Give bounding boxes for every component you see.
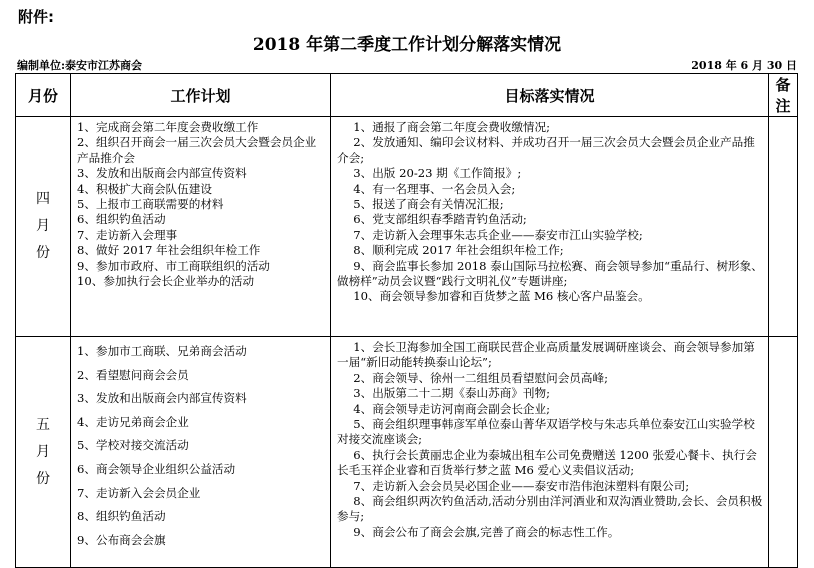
result-item: 3、出版 20-23 期《工作简报》; [353,166,522,181]
table-row [16,337,798,568]
meta-line [17,57,797,71]
plan-cell [71,337,331,568]
plan-cell [71,117,331,337]
note-cell [769,337,798,568]
result-item: 5、商会组织理事韩彦军单位泰山菁华双语学校与朱志兵单位泰安江山实验学校对接交流座谈会; [337,417,755,447]
result-item: 5、报送了商会有关情况汇报; [353,197,504,212]
month-char: 五 [36,416,50,433]
result-item: 4、商会领导走访河南商会副会长企业; [353,401,551,416]
plan-item: 2、组织召开商会一届三次会员大会暨会员企业产品推介会 [77,135,317,165]
header-month: 月份 [16,74,71,117]
table-row [16,117,798,337]
annex-label: 附件: [18,8,54,26]
result-item: 4、有一名理事、一名会员入会; [353,181,516,196]
plan-item: 1、参加市工商联、兄弟商会活动 [77,344,247,358]
plan-item: 3、发放和出版商会内部宣传资料 [77,166,247,181]
result-item: 1、会长卫海参加全国工商联民营企业高质量发展调研座谈会、商会领导参加第一届“新旧动能转换泰山论坛”; [337,340,755,370]
plan-item: 9、公布商会会旗 [77,532,166,547]
month-char: 月 [36,218,50,234]
month-char: 份 [36,470,50,487]
plan-item: 2、看望慰问商会会员 [77,367,189,382]
month-char: 月 [36,443,50,460]
result-item: 1、通报了商会第二年度会费收缴情况; [353,120,551,134]
result-item: 7、走访新入会理事朱志兵企业——泰安市江山实验学校; [353,227,643,242]
result-item: 2、发放通知、编印会议材料、并成功召开一届三次会员大会暨会员企业产品推介会; [337,135,755,165]
month-cell [16,117,71,337]
result-item: 9、商会公布了商会会旗,完善了商会的标志性工作。 [353,524,620,539]
plan-item: 8、组织钓鱼活动 [77,509,166,524]
result-item: 8、顺利完成 2017 年社会组织年检工作; [353,243,564,258]
result-item: 7、走访新入会会员吴必国企业——泰安市浩伟泡沫塑料有限公司; [353,478,690,493]
header-note: 备注 [769,74,798,117]
plan-item: 3、发放和出版商会内部宣传资料 [77,391,247,406]
compiling-unit: 编制单位:泰安市江苏商会 [17,59,143,72]
result-item: 10、商会领导参加睿和百货梦之蓝 M6 核心客户品鉴会。 [353,289,650,304]
result-item: 3、出版第二十二期《泰山苏商》刊物; [353,386,551,401]
table-header-row [16,74,798,117]
plan-item: 1、完成商会第二年度会费收缴工作 [77,120,259,134]
note-cell [769,117,798,337]
report-date: 2018 年 6 月 30 日 [691,59,797,72]
result-item: 6、执行会长黄丽忠企业为泰城出租车公司免费赠送 1200 张爱心餐卡、执行会长毛玉祥企业睿和百货举行梦之蓝 M6 爱心义卖倡议活动; [337,447,757,478]
result-cell [331,337,769,568]
plan-item: 7、走访新入会理事 [77,227,178,242]
plan-item: 6、商会领导企业组织公益活动 [77,461,236,476]
result-item: 2、商会领导、徐州一二组组员看望慰问会员高峰; [353,370,608,385]
header-plan: 工作计划 [71,74,331,117]
plan-item: 6、组织钓鱼活动 [77,212,166,227]
plan-table [15,73,798,568]
month-char: 四 [36,191,50,207]
month-char: 份 [36,245,50,261]
plan-item: 7、走访新入会会员企业 [77,485,201,500]
document-title: 2018 年第二季度工作计划分解落实情况 [252,35,562,55]
plan-item: 4、走访兄弟商会企业 [77,414,189,429]
month-cell [16,337,71,568]
header-result: 目标落实情况 [331,74,769,117]
plan-item: 9、参加市政府、市工商联组织的活动 [77,258,270,273]
plan-item: 5、上报市工商联需要的材料 [77,197,224,212]
plan-item: 5、学校对接交流活动 [77,438,189,453]
result-item: 9、商会监事长参加 2018 泰山国际马拉松赛、商会领导参加“重品行、树形象、做榜样”动员会议暨“践行文明礼仪”专题讲座; [337,258,763,289]
result-item: 6、党支部组织春季踏青钓鱼活动; [353,212,527,227]
result-item: 8、商会组织两次钓鱼活动,活动分别由洋河酒业和双沟酒业赞助,会长、会员积极参与; [337,494,763,524]
result-cell [331,117,769,337]
plan-item: 4、积极扩大商会队伍建设 [77,181,212,196]
plan-item: 10、参加执行会长企业举办的活动 [77,274,255,289]
plan-item: 8、做好 2017 年社会组织年检工作 [77,243,261,258]
